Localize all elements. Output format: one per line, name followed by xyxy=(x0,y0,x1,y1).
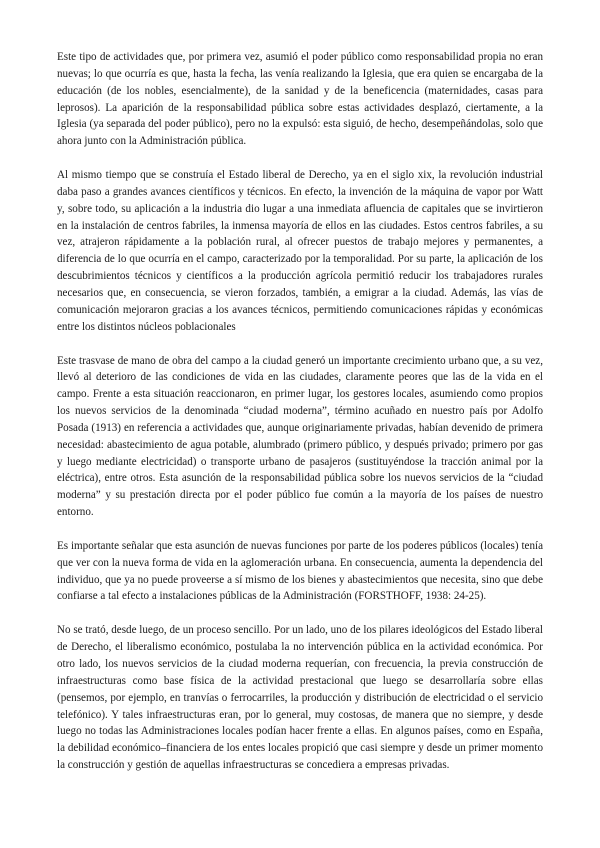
paragraph-3: Este trasvase de mano de obra del campo a la ciudad generó un importante crecimiento urbano que, a su vez, llevó al deterioro de las condiciones de vida en las ciudades, claramente peores que las de la vida en el campo. Frente a esta situación reaccionaron, en primer lugar, los gestores locales, asumiendo como propios los nuevos servicios de la denominada “ciudad moderna”, término acuñado en nuestro país por Adolfo Posada (1913) en referencia a actividades que, aunque originariamente privadas, habían devenido de primera necesidad: abastecimiento de agua potable, alumbrado (primero público, y después privado; primero por gas y luego mediante electricidad) o transporte urbano de pasajeros (sustituyéndose la tracción animal por la eléctrica), entre otros. Esta asunción de la responsabilidad pública sobre los nuevos servicios de la “ciudad moderna” y su prestación directa por el poder público fue común a la mayoría de los países de nuestro entorno. xyxy=(57,354,543,519)
paragraph-5: No se trató, desde luego, de un proceso sencillo. Por un lado, uno de los pilares ideológicos del Estado liberal de Derecho, el liberalismo económico, postulaba la no intervención pública en la actividad económica. Por otro lado, los nuevos servicios de la ciudad moderna requerían, con frecuencia, la previa construcción de infraestructuras como base física de la actividad prestacional que luego se desarrollaría sobre ellas (pensemos, por ejemplo, en tranvías o ferrocarriles, la producción y distribución de electricidad o el servicio telefónico). Y tales infraestructuras eran, por lo general, muy costosas, de manera que no siempre, y desde luego no todas las Administraciones locales podían hacer frente a ellas. En algunos países, como en España, la debilidad económico–financiera de los entes locales propició que casi siempre y desde un primer momento la construcción y gestión de aquellas infraestructuras se concediera a empresas privadas. xyxy=(57,624,543,772)
document-page xyxy=(57,49,543,791)
paragraph-4: Es importante señalar que esta asunción de nuevas funciones por parte de los poderes públicos (locales) tenía que ver con la nueva forma de vida en la aglomeración urbana. En consecuencia, aumenta la dependencia del individuo, que ya no puede proveerse a sí mismo de los bienes y abastecimientos que necesita, sino que debe confiarse a tal efecto a instalaciones públicas de la Administración (FORSTHOFF, 1938: 24-25). xyxy=(57,539,543,603)
paragraph-2: Al mismo tiempo que se construía el Estado liberal de Derecho, ya en el siglo xix, la revolución industrial daba paso a grandes avances científicos y técnicos. En efecto, la invención de la máquina de vapor por Watt y, sobre todo, su aplicación a la industria dio lugar a una inmediata afluencia de capitales que se invirtieron en la instalación de centros fabriles, la inmensa mayoría de ellos en las ciudades. Estos centros fabriles, a su vez, atrajeron rápidamente a la población rural, al ofrecer puestos de trabajo mejores y permanentes, a diferencia de lo que ocurría en el campo, caracterizado por la temporalidad. Por su parte, la aplicación de los descubrimientos técnicos y científicos a la producción agrícola permitió reducir los trabajadores rurales necesarios que, en consecuencia, se vieron forzados, también, a emigrar a la ciudad. Además, las vías de comunicación mejoraron gracias a los avances técnicos, permitiendo comunicaciones rápidas y económicas entre los distintos núcleos poblacionales xyxy=(57,169,543,333)
paragraph-1: Este tipo de actividades que, por primera vez, asumió el poder público como responsabilidad propia no eran nuevas; lo que ocurría es que, hasta la fecha, las venía realizando la Iglesia, que era quien se encargaba de la educación (de los nobles, esencialmente), de la sanidad y de la beneficencia (maternidades, casas para leprosos). La aparición de la responsabilidad pública sobre estas actividades desplazó, ciertamente, a la Iglesia (ya separada del poder público), pero no la expulsó: esta siguió, de hecho, desempeñándolas, solo que ahora junto con la Administración pública. xyxy=(57,51,543,148)
